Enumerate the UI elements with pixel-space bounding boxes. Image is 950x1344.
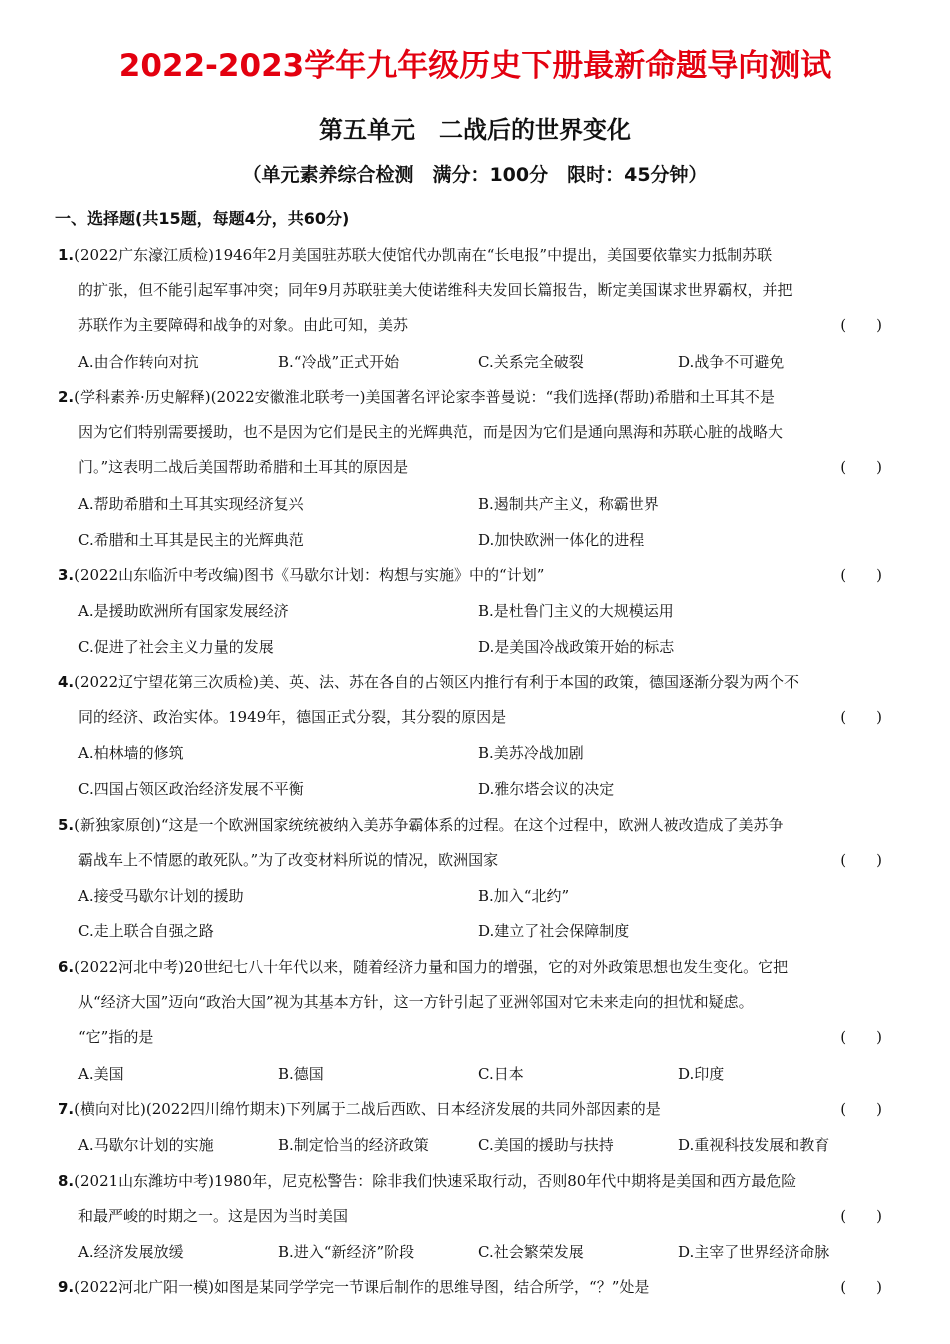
question-stem-line bbox=[58, 558, 888, 593]
answer-option[interactable]: C.四国占领区政治经济发展不平衡 bbox=[78, 780, 304, 798]
question-number: 2. bbox=[58, 388, 75, 407]
question-stem-line bbox=[58, 700, 888, 735]
answer-option[interactable]: A.由合作转向对抗 bbox=[78, 352, 199, 371]
question-text: “它”指的是 bbox=[78, 1028, 154, 1046]
options-row bbox=[78, 487, 888, 522]
answer-option[interactable]: D.加快欧洲一体化的进程 bbox=[478, 530, 645, 549]
answer-blank[interactable]: ( ) bbox=[840, 1206, 882, 1225]
question-number: 3. bbox=[58, 566, 75, 585]
question-text: (2022山东临沂中考改编)图书《马歇尔计划：构想与实施》中的“计划” bbox=[74, 566, 545, 585]
question-number: 8. bbox=[58, 1171, 75, 1190]
question-text: (学科素养·历史解释)(2022安徽淮北联考一)美国著名评论家李普曼说：“我们选择(帮助)希腊和土耳其不是 bbox=[74, 388, 775, 407]
question-stem-line bbox=[58, 665, 888, 700]
question-stem-line bbox=[58, 950, 888, 985]
question-9 bbox=[58, 1270, 888, 1305]
answer-option[interactable]: A.接受马歇尔计划的援助 bbox=[78, 886, 244, 905]
question-stem-line bbox=[58, 380, 888, 415]
question-number: 1. bbox=[58, 246, 75, 264]
options-row bbox=[78, 914, 888, 949]
answer-option[interactable]: D.重视科技发展和教育 bbox=[678, 1136, 830, 1154]
answer-option[interactable]: C.日本 bbox=[478, 1064, 524, 1083]
answer-option[interactable]: C.希腊和土耳其是民主的光辉典范 bbox=[78, 530, 304, 549]
question-stem-line bbox=[58, 808, 888, 843]
question-stem-line bbox=[58, 1164, 888, 1199]
answer-option[interactable]: C.走上联合自强之路 bbox=[78, 922, 214, 941]
question-text: 同的经济、政治实体。1949年，德国正式分裂，其分裂的原因是 bbox=[78, 708, 507, 727]
question-8 bbox=[58, 1164, 888, 1234]
question-7 bbox=[58, 1092, 888, 1127]
question-3 bbox=[58, 558, 888, 593]
options-row bbox=[78, 772, 888, 807]
answer-option[interactable]: A.柏林墙的修筑 bbox=[78, 744, 184, 763]
answer-blank[interactable]: ( ) bbox=[840, 1100, 882, 1119]
answer-blank[interactable]: ( ) bbox=[840, 708, 882, 727]
question-stem-line bbox=[58, 843, 888, 878]
exam-meta: （单元素养综合检测 满分：100分 限时：45分钟） bbox=[242, 164, 708, 186]
question-stem-line bbox=[58, 1020, 888, 1055]
answer-option[interactable]: D.战争不可避免 bbox=[678, 352, 785, 371]
question-text: (2022辽宁望花第三次质检)美、英、法、苏在各自的占领区内推行有利于本国的政策，德国逐渐分裂为两个不 bbox=[74, 673, 800, 692]
question-text: 苏联作为主要障碍和战争的对象。由此可知，美苏 bbox=[78, 316, 409, 334]
answer-option[interactable]: B.进入“新经济”阶段 bbox=[278, 1242, 415, 1261]
answer-option[interactable]: B.是杜鲁门主义的大规模运用 bbox=[478, 602, 674, 620]
question-text: (2022河北中考)20世纪七八十年代以来，随着经济力量和国力的增强，它的对外政策思想也发生变化。它把 bbox=[74, 958, 789, 976]
question-number: 9. bbox=[58, 1278, 75, 1297]
paper-title: 2022-2023学年九年级历史下册最新命题导向测试 bbox=[118, 48, 832, 84]
answer-option[interactable]: D.主宰了世界经济命脉 bbox=[678, 1242, 830, 1261]
answer-option[interactable]: A.是援助欧洲所有国家发展经济 bbox=[78, 602, 289, 620]
unit-title: 第五单元 二战后的世界变化 bbox=[319, 116, 631, 144]
question-text: 从“经济大国”迈向“政治大国”视为其基本方针，这一方针引起了亚洲邻国对它未来走向的担忧和疑虑。 bbox=[78, 993, 754, 1011]
question-stem-line bbox=[58, 1270, 888, 1305]
question-text: (横向对比)(2022四川绵竹期末)下列属于二战后西欧、日本经济发展的共同外部因素的是 bbox=[74, 1100, 661, 1119]
answer-option[interactable]: D.雅尔塔会议的决定 bbox=[478, 780, 615, 798]
question-4 bbox=[58, 665, 888, 735]
question-5 bbox=[58, 808, 888, 878]
answer-option[interactable]: B.制定恰当的经济政策 bbox=[278, 1136, 429, 1154]
question-6 bbox=[58, 950, 888, 1055]
answer-option[interactable]: D.是美国冷战政策开始的标志 bbox=[478, 637, 675, 656]
answer-blank[interactable]: ( ) bbox=[840, 458, 882, 477]
question-stem-line bbox=[58, 1092, 888, 1127]
answer-option[interactable]: C.促进了社会主义力量的发展 bbox=[78, 637, 274, 656]
answer-blank[interactable]: ( ) bbox=[840, 1028, 882, 1046]
question-text: 门。”这表明二战后美国帮助希腊和土耳其的原因是 bbox=[78, 458, 409, 477]
question-text: (2021山东潍坊中考)1980年，尼克松警告：除非我们快速采取行动，否则80年代中期将是美国和西方最危险 bbox=[74, 1171, 797, 1190]
answer-option[interactable]: A.经济发展放缓 bbox=[78, 1242, 184, 1261]
answer-blank[interactable]: ( ) bbox=[840, 316, 882, 334]
options-row bbox=[78, 879, 888, 914]
answer-option[interactable]: B.德国 bbox=[278, 1064, 324, 1083]
options-row bbox=[78, 736, 888, 771]
question-stem-line bbox=[58, 450, 888, 485]
answer-option[interactable]: A.马歇尔计划的实施 bbox=[78, 1136, 214, 1154]
options-row bbox=[78, 523, 888, 558]
question-number: 7. bbox=[58, 1100, 75, 1119]
question-number: 4. bbox=[58, 673, 75, 692]
question-2 bbox=[58, 380, 888, 485]
answer-option[interactable]: B.遏制共产主义，称霸世界 bbox=[478, 495, 659, 514]
options-row bbox=[78, 1235, 888, 1270]
question-stem-line bbox=[58, 985, 888, 1020]
question-text: 霸战车上不情愿的敢死队。”为了改变材料所说的情况，欧洲国家 bbox=[78, 850, 499, 869]
question-text: 因为它们特别需要援助，也不是因为它们是民主的光辉典范，而是因为它们是通向黑海和苏联心脏的战略大 bbox=[78, 423, 784, 442]
answer-option[interactable]: B.美苏冷战加剧 bbox=[478, 744, 584, 763]
answer-option[interactable]: D.印度 bbox=[678, 1064, 725, 1083]
options-row bbox=[78, 630, 888, 665]
options-row bbox=[78, 594, 888, 629]
answer-blank[interactable]: ( ) bbox=[840, 566, 882, 585]
question-1 bbox=[58, 238, 888, 343]
question-stem-line bbox=[58, 273, 888, 308]
answer-option[interactable]: B.“冷战”正式开始 bbox=[278, 352, 400, 371]
question-stem-line bbox=[58, 308, 888, 343]
question-number: 6. bbox=[58, 958, 75, 976]
question-text: (新独家原创)“这是一个欧洲国家统统被纳入美苏争霸体系的过程。在这个过程中，欧洲人被改造成了美苏争 bbox=[74, 815, 784, 834]
question-stem-line bbox=[58, 415, 888, 450]
answer-blank[interactable]: ( ) bbox=[840, 1278, 882, 1297]
section-heading: 一、选择题(共15题，每题4分，共60分) bbox=[55, 209, 350, 228]
question-text: 和最严峻的时期之一。这是因为当时美国 bbox=[78, 1206, 349, 1225]
answer-option[interactable]: C.社会繁荣发展 bbox=[478, 1242, 584, 1261]
answer-option[interactable]: B.加入“北约” bbox=[478, 886, 570, 905]
options-row bbox=[78, 1057, 888, 1092]
answer-option[interactable]: C.关系完全破裂 bbox=[478, 352, 584, 371]
question-text: 的扩张，但不能引起军事冲突；同年9月苏联驻美大使诺维科夫发回长篇报告，断定美国谋求世界霸权，并把 bbox=[78, 281, 793, 299]
answer-option[interactable]: A.帮助希腊和土耳其实现经济复兴 bbox=[78, 495, 304, 514]
question-text: (2022广东濠江质检)1946年2月美国驻苏联大使馆代办凯南在“长电报”中提出，美国要依靠实力抵制苏联 bbox=[74, 246, 773, 264]
answer-blank[interactable]: ( ) bbox=[840, 850, 882, 869]
answer-option[interactable]: D.建立了社会保障制度 bbox=[478, 922, 630, 941]
options-row bbox=[78, 1128, 888, 1163]
answer-option[interactable]: C.美国的援助与扶持 bbox=[478, 1136, 614, 1154]
answer-option[interactable]: A.美国 bbox=[78, 1064, 124, 1083]
question-stem-line bbox=[58, 1199, 888, 1234]
question-number: 5. bbox=[58, 815, 75, 834]
question-stem-line bbox=[58, 238, 888, 273]
question-text: (2022河北广阳一模)如图是某同学学完一节课后制作的思维导图，结合所学，“？”处是 bbox=[74, 1278, 650, 1297]
options-row bbox=[78, 345, 888, 380]
